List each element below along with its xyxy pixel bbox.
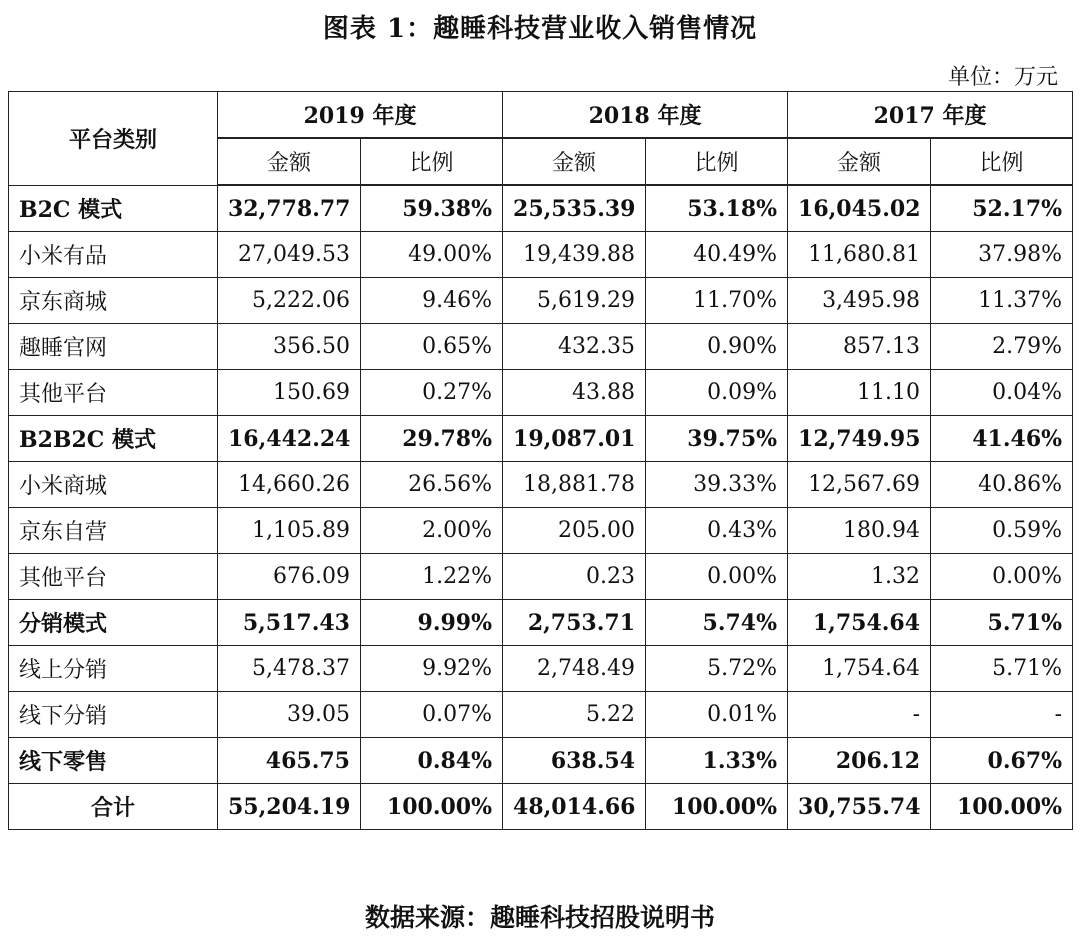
amount-cell: 180.94 [788, 508, 931, 554]
amount-cell: 1,754.64 [788, 600, 931, 646]
amount-cell: 14,660.26 [218, 462, 361, 508]
amount-cell: 5,619.29 [503, 278, 646, 324]
ratio-cell: - [931, 692, 1073, 738]
amount-header: 金额 [218, 138, 361, 185]
ratio-cell: 5.72% [646, 646, 788, 692]
ratio-header: 比例 [931, 138, 1073, 185]
ratio-cell: 59.38% [361, 185, 503, 232]
amount-cell: 1,754.64 [788, 646, 931, 692]
table-row [9, 278, 1073, 324]
ratio-cell: 41.46% [931, 416, 1073, 462]
ratio-cell: 11.37% [931, 278, 1073, 324]
amount-cell: 48,014.66 [503, 784, 646, 830]
ratio-cell: 39.33% [646, 462, 788, 508]
ratio-cell: 0.00% [646, 554, 788, 600]
amount-cell: 5,478.37 [218, 646, 361, 692]
amount-cell: 150.69 [218, 370, 361, 416]
amount-cell: 1.32 [788, 554, 931, 600]
row-label: 线上分销 [9, 646, 218, 692]
row-label: 其他平台 [9, 554, 218, 600]
row-label: B2C 模式 [9, 185, 218, 232]
amount-cell: 19,439.88 [503, 232, 646, 278]
table-row [9, 232, 1073, 278]
table-row [9, 370, 1073, 416]
row-label: 其他平台 [9, 370, 218, 416]
ratio-cell: 2.00% [361, 508, 503, 554]
amount-cell: 205.00 [503, 508, 646, 554]
table-row [9, 738, 1073, 784]
year-header-2017: 2017 年度 [788, 92, 1073, 139]
table-row [9, 600, 1073, 646]
ratio-cell: 0.65% [361, 324, 503, 370]
amount-cell: 16,442.24 [218, 416, 361, 462]
year-header-2018: 2018 年度 [503, 92, 788, 139]
ratio-cell: 26.56% [361, 462, 503, 508]
corner-header: 平台类别 [9, 92, 218, 186]
ratio-header: 比例 [646, 138, 788, 185]
row-label: 趣睡官网 [9, 324, 218, 370]
ratio-cell: 0.67% [931, 738, 1073, 784]
ratio-header: 比例 [361, 138, 503, 185]
amount-cell: 19,087.01 [503, 416, 646, 462]
ratio-cell: 0.43% [646, 508, 788, 554]
ratio-cell: 9.46% [361, 278, 503, 324]
year-header-2019: 2019 年度 [218, 92, 503, 139]
ratio-cell: 0.07% [361, 692, 503, 738]
ratio-cell: 2.79% [931, 324, 1073, 370]
table-row [9, 416, 1073, 462]
ratio-cell: 5.71% [931, 600, 1073, 646]
amount-cell: 11,680.81 [788, 232, 931, 278]
row-label: 线下零售 [9, 738, 218, 784]
table-row [9, 646, 1073, 692]
amount-cell: 465.75 [218, 738, 361, 784]
ratio-cell: 0.09% [646, 370, 788, 416]
amount-cell: 11.10 [788, 370, 931, 416]
table-title: 图表 1：趣睡科技营业收入销售情况 [322, 14, 758, 44]
revenue-table [8, 91, 1073, 830]
amount-cell: 27,049.53 [218, 232, 361, 278]
amount-header: 金额 [788, 138, 931, 185]
ratio-cell: 5.71% [931, 646, 1073, 692]
ratio-cell: 5.74% [646, 600, 788, 646]
ratio-cell: 0.84% [361, 738, 503, 784]
ratio-cell: 0.59% [931, 508, 1073, 554]
amount-cell: 857.13 [788, 324, 931, 370]
ratio-cell: 0.00% [931, 554, 1073, 600]
amount-cell: 2,753.71 [503, 600, 646, 646]
ratio-cell: 9.99% [361, 600, 503, 646]
amount-cell: 5,222.06 [218, 278, 361, 324]
amount-cell: 5,517.43 [218, 600, 361, 646]
amount-cell: 0.23 [503, 554, 646, 600]
table-row [9, 462, 1073, 508]
ratio-cell: 37.98% [931, 232, 1073, 278]
amount-cell: 12,749.95 [788, 416, 931, 462]
ratio-cell: 1.22% [361, 554, 503, 600]
ratio-cell: 0.04% [931, 370, 1073, 416]
ratio-cell: 40.49% [646, 232, 788, 278]
ratio-cell: 100.00% [646, 784, 788, 830]
amount-cell: 432.35 [503, 324, 646, 370]
row-label: 分销模式 [9, 600, 218, 646]
ratio-cell: 39.75% [646, 416, 788, 462]
amount-cell: 16,045.02 [788, 185, 931, 232]
amount-header: 金额 [503, 138, 646, 185]
amount-cell: 30,755.74 [788, 784, 931, 830]
amount-cell: 25,535.39 [503, 185, 646, 232]
amount-cell: 206.12 [788, 738, 931, 784]
amount-cell: 55,204.19 [218, 784, 361, 830]
row-label: B2B2C 模式 [9, 416, 218, 462]
table-row [9, 784, 1073, 830]
row-label: 京东自营 [9, 508, 218, 554]
amount-cell: 43.88 [503, 370, 646, 416]
ratio-cell: 29.78% [361, 416, 503, 462]
ratio-cell: 53.18% [646, 185, 788, 232]
amount-cell: 39.05 [218, 692, 361, 738]
ratio-cell: 1.33% [646, 738, 788, 784]
ratio-cell: 11.70% [646, 278, 788, 324]
row-label: 线下分销 [9, 692, 218, 738]
amount-cell: 3,495.98 [788, 278, 931, 324]
ratio-cell: 0.27% [361, 370, 503, 416]
amount-cell: 12,567.69 [788, 462, 931, 508]
ratio-cell: 9.92% [361, 646, 503, 692]
amount-cell: 32,778.77 [218, 185, 361, 232]
ratio-cell: 0.90% [646, 324, 788, 370]
unit-note: 单位：万元 [947, 65, 1058, 90]
row-label: 小米有品 [9, 232, 218, 278]
amount-cell: 5.22 [503, 692, 646, 738]
amount-cell: 676.09 [218, 554, 361, 600]
amount-cell: 2,748.49 [503, 646, 646, 692]
table-row [9, 692, 1073, 738]
table-row [9, 508, 1073, 554]
table-row [9, 554, 1073, 600]
ratio-cell: 52.17% [931, 185, 1073, 232]
amount-cell: 638.54 [503, 738, 646, 784]
ratio-cell: 0.01% [646, 692, 788, 738]
ratio-cell: 49.00% [361, 232, 503, 278]
row-label: 京东商城 [9, 278, 218, 324]
ratio-cell: 100.00% [361, 784, 503, 830]
row-label: 合计 [9, 784, 218, 830]
table-row [9, 324, 1073, 370]
amount-cell: 1,105.89 [218, 508, 361, 554]
row-label: 小米商城 [9, 462, 218, 508]
amount-cell: 356.50 [218, 324, 361, 370]
amount-cell: - [788, 692, 931, 738]
data-source-note: 数据来源：趣睡科技招股说明书 [364, 903, 715, 932]
table-body [9, 185, 1073, 830]
table-row [9, 185, 1073, 232]
ratio-cell: 100.00% [931, 784, 1073, 830]
amount-cell: 18,881.78 [503, 462, 646, 508]
ratio-cell: 40.86% [931, 462, 1073, 508]
